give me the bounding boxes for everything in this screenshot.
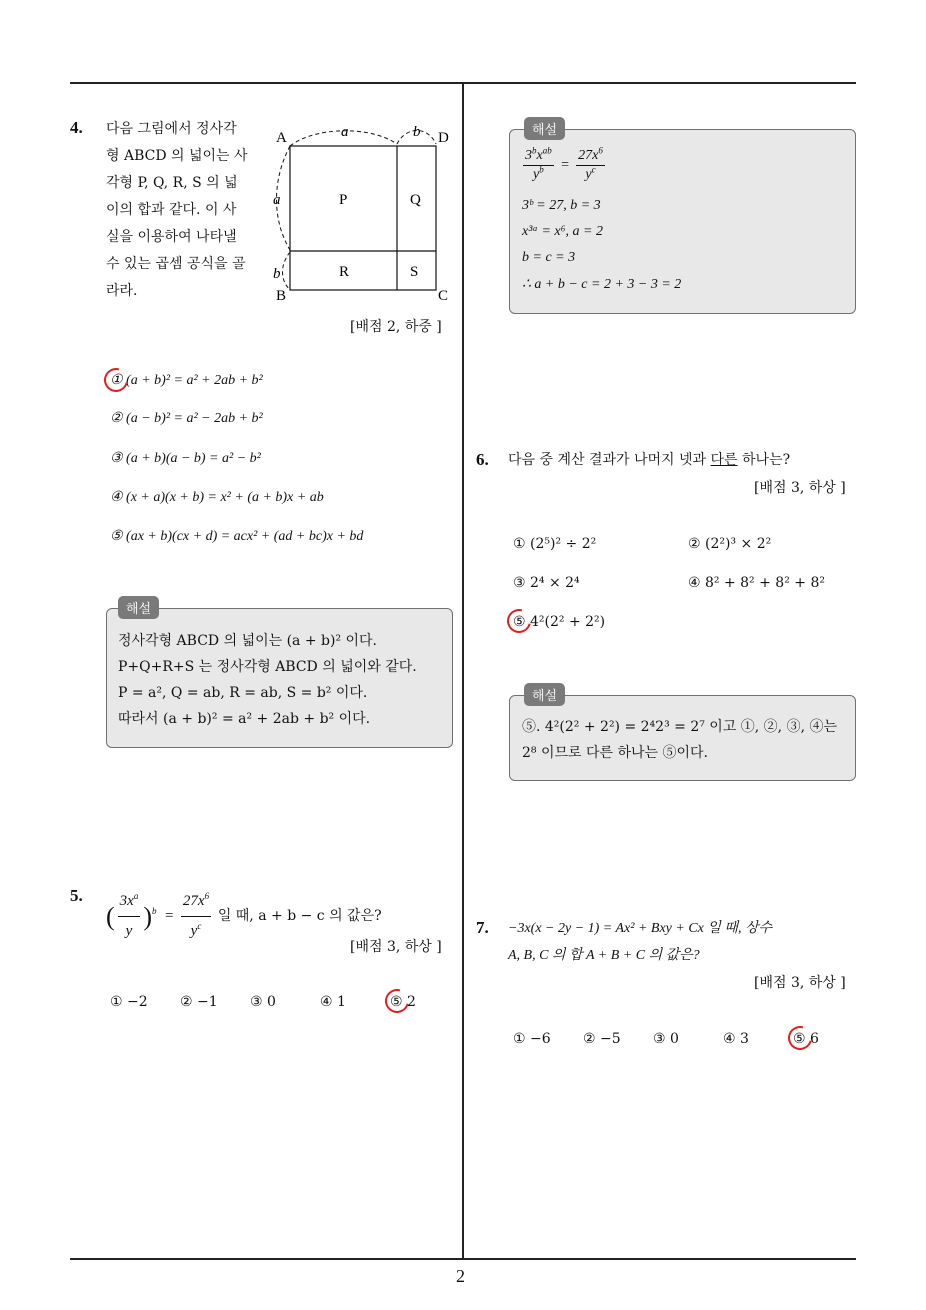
q7-text-line: A, B, C 의 합 A + B + C 의 값은?: [508, 948, 700, 963]
q5-question: [106, 888, 382, 945]
q5-solution-line: b = c = 3: [522, 250, 576, 265]
q4-choice-1[interactable]: ① (a + b)² = a² + 2ab + b²: [110, 373, 263, 388]
q6-text: 다음 중 계산 결과가 나머지 넷과 다른 하나는?: [508, 452, 791, 468]
q7-choice-2[interactable]: ② −5: [583, 1031, 621, 1047]
q5-solution-tag: 해설: [524, 117, 565, 140]
q6-score: [배점 3, 하상 ]: [754, 480, 846, 496]
q6-choice-4[interactable]: ④ 8² + 8² + 8² + 8²: [688, 575, 825, 591]
q5-number: 5.: [70, 886, 83, 905]
q6-choice-2[interactable]: ② (2²)³ × 2²: [688, 536, 772, 552]
label-R: R: [339, 264, 350, 280]
q4-text-line: 라라.: [106, 283, 138, 299]
q4-solution-line: 따라서 (a + b)² = a² + 2ab + b² 이다.: [118, 711, 371, 727]
bottom-rule: [70, 1258, 856, 1260]
label-B: B: [276, 288, 287, 304]
label-D: D: [438, 130, 449, 146]
q4-text-line: 이의 합과 같다. 이 사: [106, 202, 237, 218]
q4-text-line: 다음 그림에서 정사각: [106, 121, 237, 137]
label-a-top: a: [341, 124, 349, 140]
label-b-left: b: [273, 266, 281, 282]
q6-choice-3[interactable]: ③ 2⁴ × 2⁴: [513, 575, 580, 591]
q6-solution-box: [509, 695, 856, 781]
q4-text-line: 형 ABCD 의 넓이는 사: [106, 148, 248, 164]
q7-choice-5[interactable]: ⑤ 6: [793, 1031, 819, 1047]
q4-choice-4[interactable]: ④ (x + a)(x + b) = x² + (a + b)x + ab: [110, 490, 324, 505]
q5-choice-4[interactable]: ④ 1: [320, 994, 346, 1010]
q4-answer-mark: [100, 364, 133, 397]
q6-solution-line: 2⁸ 이므로 다른 하나는 ⑤이다.: [522, 745, 709, 761]
q4-number: 4.: [70, 118, 83, 137]
q4-solution-line: P = a², Q = ab, R = ab, S = b² 이다.: [118, 685, 368, 701]
label-P: P: [339, 192, 348, 208]
q7-number: 7.: [476, 918, 489, 937]
q6-choice-5[interactable]: ⑤ 4²(2² + 2²): [513, 614, 606, 630]
label-C: C: [438, 288, 449, 304]
q5-solution-line: x³ᵃ = x⁶, a = 2: [522, 224, 603, 239]
q5-score: [배점 3, 하상 ]: [350, 939, 442, 955]
q6-answer-mark: [503, 605, 536, 638]
q4-choice-5[interactable]: ⑤ (ax + b)(cx + d) = acx² + (ad + bc)x + bd: [110, 529, 364, 544]
q5-choice-2[interactable]: ② −1: [180, 994, 218, 1010]
q5-answer-mark: [381, 985, 414, 1018]
q6-choice-1[interactable]: ① (2⁵)² ÷ 2²: [513, 536, 597, 552]
column-divider: [462, 82, 464, 1259]
q7-text: [508, 915, 772, 969]
q5-choice-5[interactable]: ⑤ 2: [390, 994, 416, 1010]
q5-solution-line: 3ᵇ = 27, b = 3: [522, 198, 601, 213]
q5-choice-1[interactable]: ① −2: [110, 994, 148, 1010]
q6-solution-line: ⑤. 4²(2² + 2²) = 2⁴2³ = 2⁷ 이고 ①, ②, ③, ④는: [522, 719, 838, 735]
q5-text: 일 때, a + b − c 의 값은?: [217, 907, 382, 924]
q4-text: [106, 116, 256, 305]
q4-choice-2[interactable]: ② (a − b)² = a² − 2ab + b²: [110, 411, 263, 426]
q7-choice-4[interactable]: ④ 3: [723, 1031, 749, 1047]
q4-solution-line: P+Q+R+S 는 정사각형 ABCD 의 넓이와 같다.: [118, 659, 417, 675]
label-Q: Q: [410, 192, 421, 208]
q6-number: 6.: [476, 450, 489, 469]
q4-square-diagram: [266, 120, 456, 320]
q4-choice-3[interactable]: ③ (a + b)(a − b) = a² − b²: [110, 451, 261, 466]
label-A: A: [276, 130, 287, 146]
q4-text-line: 수 있는 곱셈 공식을 골: [106, 256, 246, 272]
q7-score: [배점 3, 하상 ]: [754, 975, 846, 991]
q4-text-line: 각형 P, Q, R, S 의 넓: [106, 175, 238, 191]
q7-text-line: −3x(x − 2y − 1) = Ax² + Bxy + Cx 일 때, 상수: [508, 921, 772, 936]
q7-choice-3[interactable]: ③ 0: [653, 1031, 679, 1047]
q5-choice-3[interactable]: ③ 0: [250, 994, 276, 1010]
q5-solution-line: ∴ a + b − c = 2 + 3 − 3 = 2: [522, 277, 682, 292]
q4-text-line: 실을 이용하여 나타낼: [106, 229, 237, 245]
q4-score: [배점 2, 하중 ]: [350, 319, 442, 335]
label-a-left: a: [273, 192, 281, 208]
q5-expression: ( $\frac{3x^a}{y}$ )$^b$ = $\frac{27x^6}{y^c}$: [106, 908, 218, 924]
q4-solution-line: 정사각형 ABCD 의 넓이는 (a + b)² 이다.: [118, 633, 378, 649]
label-b-top: b: [413, 124, 421, 140]
q4-solution-tag: 해설: [118, 596, 159, 619]
q6-solution-tag: 해설: [524, 683, 565, 706]
q6-underline: 다른: [710, 452, 738, 468]
q5-solution-fraction: $\frac{3^bx^{ab}}{y^b}$ = $\frac{27x^6}{y^c}$: [525, 145, 603, 182]
label-S: S: [410, 264, 419, 280]
page-number: 2: [456, 1266, 465, 1286]
q7-answer-mark: [784, 1022, 817, 1055]
q7-choice-1[interactable]: ① −6: [513, 1031, 551, 1047]
